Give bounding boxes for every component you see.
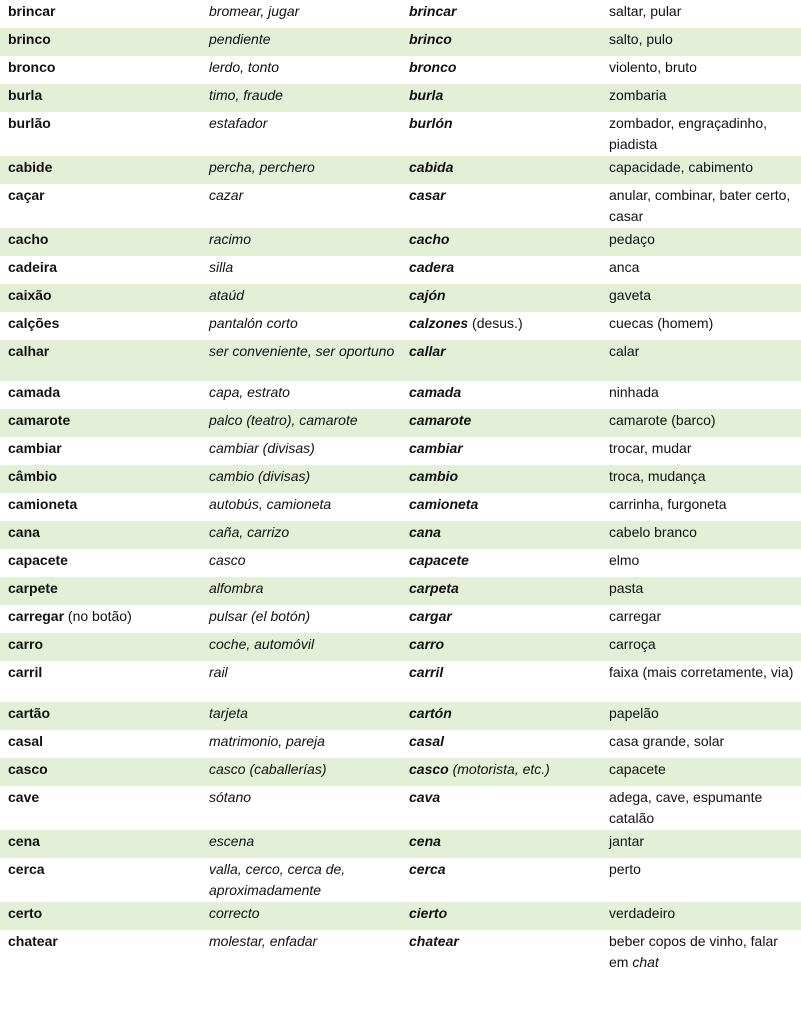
portuguese-word: caçar <box>8 187 45 203</box>
table-row <box>0 786 801 830</box>
portuguese-translation: perto <box>609 861 641 877</box>
portuguese-translation: ninhada <box>609 384 659 400</box>
portuguese-word: capacete <box>8 552 68 568</box>
portuguese-translation: jantar <box>609 833 645 849</box>
spanish-word: carpeta <box>409 580 459 596</box>
spanish-word: camioneta <box>409 496 479 512</box>
portuguese-word: certo <box>8 905 43 921</box>
portuguese-word-cell <box>0 28 201 56</box>
portuguese-translation-cell <box>601 28 801 56</box>
spanish-word-cell <box>401 409 601 437</box>
spanish-word: burlón <box>409 115 453 131</box>
spanish-word: burla <box>409 87 444 103</box>
spanish-word-cell <box>401 702 601 730</box>
portuguese-translation-cell <box>601 284 801 312</box>
portuguese-translation: casa grande, solar <box>609 733 725 749</box>
portuguese-word-cell <box>0 902 201 930</box>
spanish-word-cell <box>401 521 601 549</box>
spanish-translation-cell <box>201 284 401 312</box>
spanish-translation: escena <box>209 833 255 849</box>
portuguese-translation-cell <box>601 409 801 437</box>
spanish-translation-cell <box>201 605 401 633</box>
spanish-translation-cell <box>201 577 401 605</box>
portuguese-translation-cell <box>601 465 801 493</box>
portuguese-word: cadeira <box>8 259 58 275</box>
spanish-translation-cell <box>201 184 401 228</box>
portuguese-translation-cell <box>601 930 801 974</box>
table-row <box>0 0 801 28</box>
portuguese-translation-cell <box>601 56 801 84</box>
portuguese-word: cena <box>8 833 40 849</box>
portuguese-word: cerca <box>8 861 45 877</box>
spanish-translation-cell <box>201 381 401 409</box>
portuguese-word: brinco <box>8 31 51 47</box>
spanish-word-cell <box>401 156 601 184</box>
table-row <box>0 465 801 493</box>
spanish-word-cell <box>401 312 601 340</box>
portuguese-word-cell <box>0 549 201 577</box>
spanish-word-note: (motorista, etc.) <box>448 761 550 777</box>
portuguese-translation: verdadeiro <box>609 905 676 921</box>
portuguese-translation: calar <box>609 343 640 359</box>
spanish-translation-cell <box>201 633 401 661</box>
spanish-word-cell <box>401 758 601 786</box>
portuguese-word: cacho <box>8 231 49 247</box>
spanish-translation-cell <box>201 702 401 730</box>
portuguese-translation: carregar <box>609 608 662 624</box>
portuguese-translation: troca, mudança <box>609 468 706 484</box>
portuguese-word-cell <box>0 284 201 312</box>
portuguese-word-cell <box>0 112 201 156</box>
portuguese-translation-cell <box>601 521 801 549</box>
spanish-translation-cell <box>201 409 401 437</box>
portuguese-word: cave <box>8 789 40 805</box>
spanish-word: cacho <box>409 231 450 247</box>
spanish-word: cabida <box>409 159 454 175</box>
spanish-word: cajón <box>409 287 446 303</box>
table-row <box>0 605 801 633</box>
table-row <box>0 902 801 930</box>
table-row <box>0 521 801 549</box>
table-row <box>0 84 801 112</box>
spanish-word: casco <box>409 761 449 777</box>
spanish-word: cierto <box>409 905 448 921</box>
spanish-translation: tarjeta <box>209 705 248 721</box>
portuguese-word: camioneta <box>8 496 78 512</box>
portuguese-word-cell <box>0 758 201 786</box>
spanish-translation-cell <box>201 465 401 493</box>
spanish-word: calzones <box>409 315 469 331</box>
spanish-translation-cell <box>201 549 401 577</box>
portuguese-translation: faixa (mais corretamente, via) <box>609 664 794 680</box>
table-row <box>0 577 801 605</box>
portuguese-word: carril <box>8 664 43 680</box>
spanish-translation: percha, perchero <box>209 159 315 175</box>
portuguese-word-cell <box>0 786 201 830</box>
portuguese-translation: elmo <box>609 552 640 568</box>
portuguese-word: cartão <box>8 705 51 721</box>
portuguese-word: caixão <box>8 287 52 303</box>
table-row <box>0 284 801 312</box>
portuguese-word-cell <box>0 0 201 28</box>
spanish-translation-cell <box>201 661 401 702</box>
spanish-word-cell <box>401 256 601 284</box>
portuguese-word: camarote <box>8 412 71 428</box>
spanish-translation-cell <box>201 521 401 549</box>
portuguese-translation: gaveta <box>609 287 652 303</box>
table-row <box>0 409 801 437</box>
portuguese-translation-cell <box>601 112 801 156</box>
portuguese-translation: carroça <box>609 636 656 652</box>
spanish-translation: timo, fraude <box>209 87 283 103</box>
spanish-word-cell <box>401 577 601 605</box>
spanish-word: cadera <box>409 259 455 275</box>
spanish-word-cell <box>401 228 601 256</box>
spanish-word-cell <box>401 786 601 830</box>
spanish-translation-cell <box>201 156 401 184</box>
portuguese-translation-cell <box>601 228 801 256</box>
portuguese-word: bronco <box>8 59 56 75</box>
spanish-translation-cell <box>201 56 401 84</box>
portuguese-translation-cell <box>601 786 801 830</box>
table-row <box>0 702 801 730</box>
portuguese-translation: salto, pulo <box>609 31 673 47</box>
spanish-word-cell <box>401 184 601 228</box>
portuguese-translation-cell <box>601 902 801 930</box>
spanish-word-cell <box>401 84 601 112</box>
portuguese-translation: carrinha, furgoneta <box>609 496 727 512</box>
portuguese-word: câmbio <box>8 468 58 484</box>
spanish-translation: bromear, jugar <box>209 3 300 19</box>
spanish-translation-cell <box>201 493 401 521</box>
spanish-word: casal <box>409 733 445 749</box>
portuguese-translation-cell <box>601 381 801 409</box>
spanish-word-cell <box>401 465 601 493</box>
spanish-word: camada <box>409 384 462 400</box>
portuguese-translation-cell <box>601 84 801 112</box>
portuguese-translation-cell <box>601 184 801 228</box>
spanish-translation: sótano <box>209 789 252 805</box>
spanish-word-cell <box>401 902 601 930</box>
table-row <box>0 930 801 974</box>
portuguese-translation-cell <box>601 633 801 661</box>
portuguese-translation-cell <box>601 858 801 902</box>
portuguese-word: camada <box>8 384 61 400</box>
portuguese-word: burla <box>8 87 43 103</box>
spanish-translation: silla <box>209 259 234 275</box>
spanish-word: brincar <box>409 3 457 19</box>
portuguese-word: carpete <box>8 580 58 596</box>
spanish-translation: valla, cerco, cerca de, aproximadamente <box>209 861 346 898</box>
table-row <box>0 830 801 858</box>
table-row <box>0 633 801 661</box>
spanish-translation: autobús, camioneta <box>209 496 332 512</box>
spanish-translation: ataúd <box>209 287 245 303</box>
portuguese-translation-cell <box>601 0 801 28</box>
table-row <box>0 381 801 409</box>
spanish-word-cell <box>401 493 601 521</box>
spanish-translation: pendiente <box>209 31 271 47</box>
spanish-word: carro <box>409 636 445 652</box>
table-row <box>0 256 801 284</box>
portuguese-translation: camarote (barco) <box>609 412 716 428</box>
table-row <box>0 340 801 381</box>
portuguese-word-cell <box>0 577 201 605</box>
portuguese-word-cell <box>0 633 201 661</box>
portuguese-translation: violento, bruto <box>609 59 697 75</box>
portuguese-translation: saltar, pular <box>609 3 682 19</box>
portuguese-translation: beber copos de vinho, falar em <box>609 933 778 970</box>
spanish-word-cell <box>401 112 601 156</box>
portuguese-word-cell <box>0 340 201 381</box>
portuguese-word: carregar <box>8 608 65 624</box>
spanish-word-cell <box>401 0 601 28</box>
portuguese-translation-italic: chat <box>632 954 659 970</box>
spanish-translation: correcto <box>209 905 260 921</box>
spanish-translation-cell <box>201 84 401 112</box>
spanish-translation-cell <box>201 437 401 465</box>
portuguese-word-cell <box>0 228 201 256</box>
portuguese-translation: adega, cave, espumante catalão <box>609 789 763 826</box>
spanish-translation: pantalón corto <box>209 315 298 331</box>
portuguese-translation-cell <box>601 256 801 284</box>
spanish-word: cambio <box>409 468 459 484</box>
table-row <box>0 156 801 184</box>
spanish-word-cell <box>401 549 601 577</box>
spanish-translation: alfombra <box>209 580 264 596</box>
spanish-word-cell <box>401 605 601 633</box>
spanish-word-cell <box>401 381 601 409</box>
portuguese-word: cabide <box>8 159 53 175</box>
table-row <box>0 858 801 902</box>
portuguese-word: calções <box>8 315 60 331</box>
table-row <box>0 730 801 758</box>
spanish-translation: pulsar (el botón) <box>209 608 311 624</box>
spanish-word: callar <box>409 343 446 359</box>
portuguese-word-cell <box>0 521 201 549</box>
spanish-translation-cell <box>201 930 401 974</box>
portuguese-word-cell <box>0 156 201 184</box>
portuguese-word: cambiar <box>8 440 62 456</box>
portuguese-word: casal <box>8 733 44 749</box>
portuguese-translation-cell <box>601 830 801 858</box>
portuguese-word-cell <box>0 730 201 758</box>
portuguese-word-cell <box>0 84 201 112</box>
portuguese-word: calhar <box>8 343 50 359</box>
spanish-translation-cell <box>201 28 401 56</box>
portuguese-translation-cell <box>601 661 801 702</box>
portuguese-word-cell <box>0 858 201 902</box>
portuguese-word: burlão <box>8 115 51 131</box>
table-row <box>0 437 801 465</box>
portuguese-word-cell <box>0 493 201 521</box>
spanish-word-cell <box>401 28 601 56</box>
portuguese-translation: papelão <box>609 705 659 721</box>
spanish-word-cell <box>401 340 601 381</box>
spanish-translation: matrimonio, pareja <box>209 733 325 749</box>
spanish-word: carril <box>409 664 444 680</box>
spanish-word-note: (desus.) <box>468 315 523 331</box>
spanish-translation: cambio (divisas) <box>209 468 311 484</box>
table-row <box>0 661 801 702</box>
spanish-translation-cell <box>201 786 401 830</box>
portuguese-translation: capacidade, cabimento <box>609 159 753 175</box>
spanish-translation-cell <box>201 112 401 156</box>
portuguese-translation: zombaria <box>609 87 667 103</box>
spanish-word: brinco <box>409 31 452 47</box>
spanish-word-cell <box>401 437 601 465</box>
spanish-translation: caña, carrizo <box>209 524 290 540</box>
portuguese-word-cell <box>0 312 201 340</box>
portuguese-word-cell <box>0 56 201 84</box>
spanish-word: bronco <box>409 59 457 75</box>
spanish-word-cell <box>401 661 601 702</box>
spanish-translation: cambiar (divisas) <box>209 440 315 456</box>
table-row <box>0 493 801 521</box>
spanish-word-cell <box>401 858 601 902</box>
spanish-translation-cell <box>201 256 401 284</box>
spanish-word: camarote <box>409 412 472 428</box>
portuguese-translation-cell <box>601 549 801 577</box>
spanish-translation-cell <box>201 730 401 758</box>
table-row <box>0 312 801 340</box>
spanish-word-cell <box>401 284 601 312</box>
table-row <box>0 56 801 84</box>
spanish-word: cena <box>409 833 441 849</box>
spanish-word: capacete <box>409 552 469 568</box>
portuguese-word-cell <box>0 409 201 437</box>
portuguese-word-cell <box>0 605 201 633</box>
portuguese-translation-cell <box>601 156 801 184</box>
portuguese-word-cell <box>0 184 201 228</box>
spanish-word: cambiar <box>409 440 463 456</box>
table-row <box>0 184 801 228</box>
spanish-translation: molestar, enfadar <box>209 933 318 949</box>
spanish-translation-cell <box>201 340 401 381</box>
portuguese-word-cell <box>0 381 201 409</box>
portuguese-word-cell <box>0 702 201 730</box>
spanish-translation: capa, estrato <box>209 384 290 400</box>
spanish-word-cell <box>401 930 601 974</box>
portuguese-translation-cell <box>601 437 801 465</box>
portuguese-word: carro <box>8 636 44 652</box>
spanish-word: cartón <box>409 705 452 721</box>
spanish-translation: ser conveniente, ser oportuno <box>209 343 395 359</box>
spanish-word: cana <box>409 524 441 540</box>
portuguese-translation-cell <box>601 730 801 758</box>
spanish-word-cell <box>401 830 601 858</box>
spanish-word: chatear <box>409 933 459 949</box>
portuguese-word-cell <box>0 661 201 702</box>
portuguese-translation-cell <box>601 605 801 633</box>
table-row <box>0 112 801 156</box>
table-row <box>0 228 801 256</box>
portuguese-word-cell <box>0 465 201 493</box>
spanish-translation: casco (caballerías) <box>209 761 327 777</box>
portuguese-translation-cell <box>601 577 801 605</box>
spanish-translation: coche, automóvil <box>209 636 315 652</box>
spanish-translation: lerdo, tonto <box>209 59 280 75</box>
spanish-translation-cell <box>201 858 401 902</box>
portuguese-translation: cuecas (homem) <box>609 315 714 331</box>
portuguese-translation-cell <box>601 312 801 340</box>
spanish-word-cell <box>401 730 601 758</box>
spanish-translation: rail <box>209 664 228 680</box>
portuguese-translation: pedaço <box>609 231 655 247</box>
portuguese-translation: pasta <box>609 580 644 596</box>
portuguese-translation: capacete <box>609 761 666 777</box>
table-row <box>0 28 801 56</box>
portuguese-word: chatear <box>8 933 58 949</box>
portuguese-word-cell <box>0 830 201 858</box>
spanish-translation: casco <box>209 552 246 568</box>
portuguese-translation-cell <box>601 340 801 381</box>
portuguese-translation: anular, combinar, bater certo, casar <box>609 187 791 224</box>
portuguese-translation-cell <box>601 758 801 786</box>
spanish-translation-cell <box>201 228 401 256</box>
portuguese-word: cana <box>8 524 40 540</box>
portuguese-word-cell <box>0 256 201 284</box>
spanish-word-cell <box>401 56 601 84</box>
spanish-translation-cell <box>201 312 401 340</box>
portuguese-word-note: (no botão) <box>64 608 132 624</box>
portuguese-word-cell <box>0 930 201 974</box>
spanish-word: cargar <box>409 608 452 624</box>
spanish-translation: palco (teatro), camarote <box>209 412 358 428</box>
spanish-translation-cell <box>201 902 401 930</box>
spanish-word-cell <box>401 633 601 661</box>
spanish-word: casar <box>409 187 446 203</box>
spanish-translation-cell <box>201 758 401 786</box>
portuguese-word: brincar <box>8 3 56 19</box>
portuguese-translation: cabelo branco <box>609 524 697 540</box>
portuguese-word-cell <box>0 437 201 465</box>
portuguese-translation: anca <box>609 259 640 275</box>
portuguese-translation-cell <box>601 702 801 730</box>
spanish-translation: cazar <box>209 187 244 203</box>
spanish-translation-cell <box>201 0 401 28</box>
spanish-translation-cell <box>201 830 401 858</box>
table-row <box>0 549 801 577</box>
portuguese-translation: zombador, engraçadinho, piadista <box>609 115 767 152</box>
spanish-word: cava <box>409 789 441 805</box>
table-row <box>0 758 801 786</box>
portuguese-translation: trocar, mudar <box>609 440 692 456</box>
portuguese-translation-cell <box>601 493 801 521</box>
portuguese-word: casco <box>8 761 48 777</box>
spanish-word: cerca <box>409 861 446 877</box>
spanish-translation: racimo <box>209 231 252 247</box>
spanish-translation: estafador <box>209 115 268 131</box>
